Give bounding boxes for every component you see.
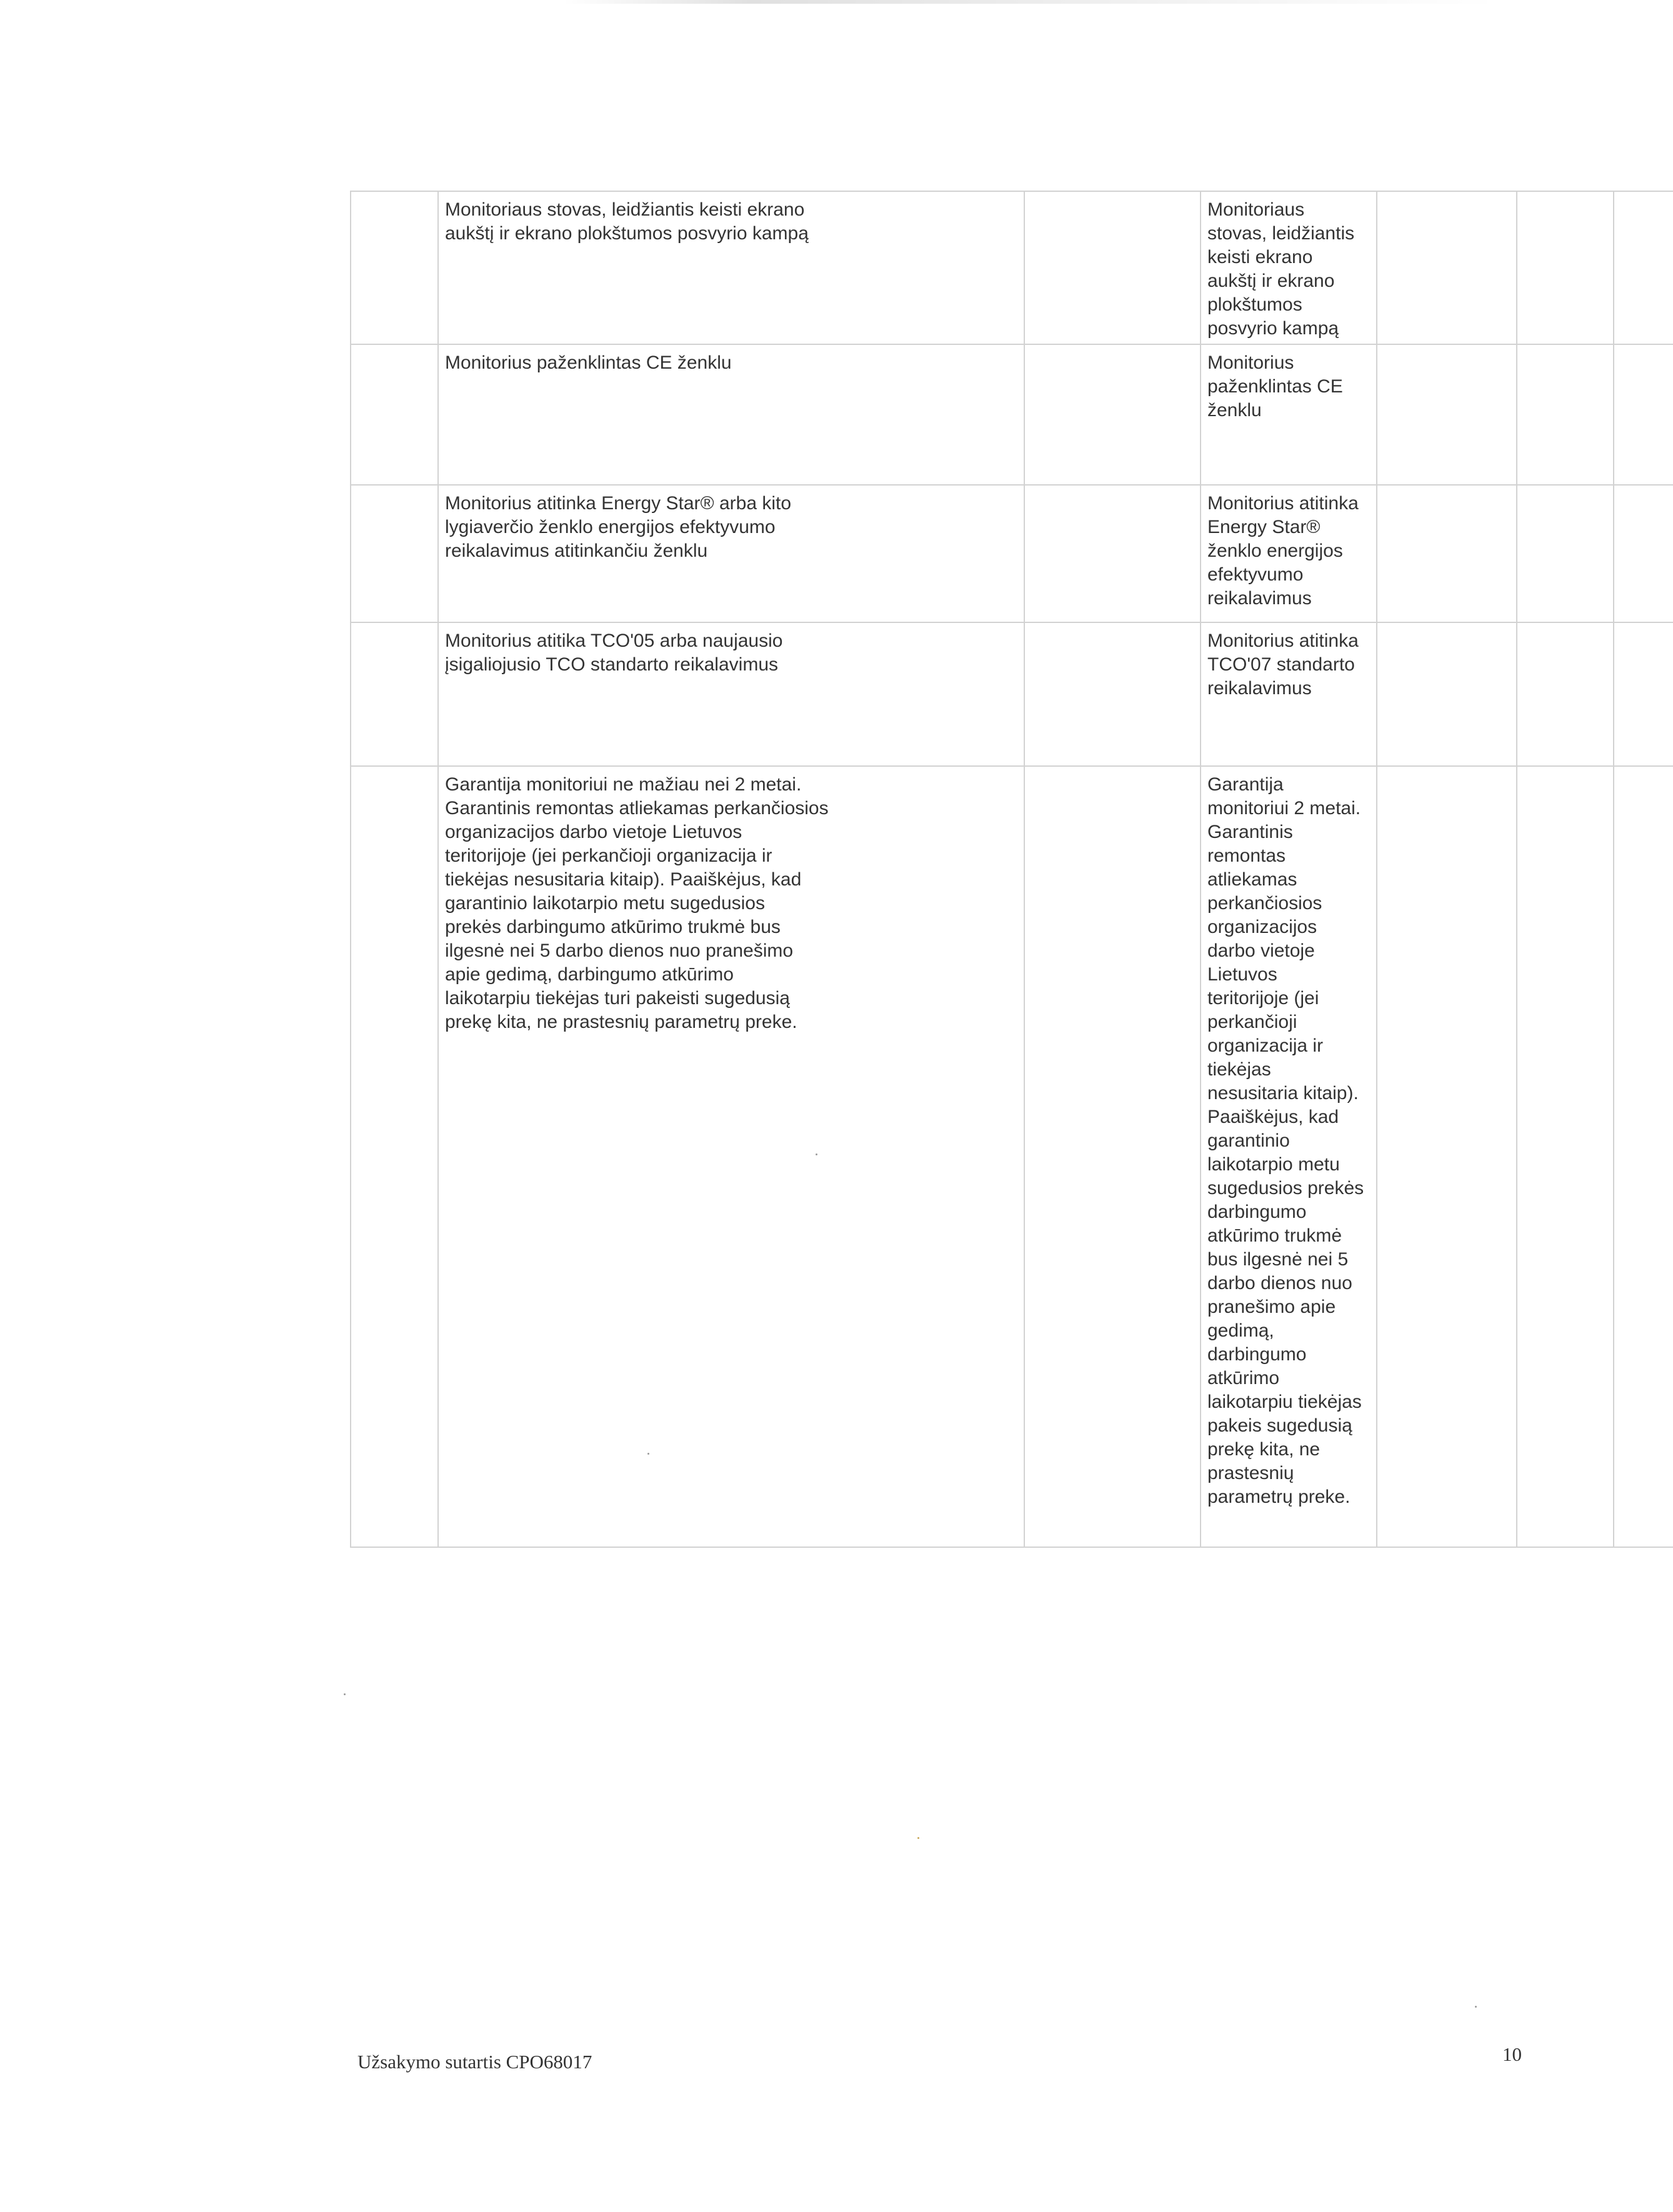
requirement-text: Monitoriaus stovas, leidžiantis keisti ekrano aukštį ir ekrano plokštumos posvyrio kampą bbox=[445, 199, 809, 244]
empty-cell bbox=[1377, 191, 1517, 344]
scan-speck bbox=[1475, 2006, 1477, 2008]
row-number-cell bbox=[351, 485, 438, 622]
empty-cell bbox=[1517, 191, 1614, 344]
specification-table bbox=[350, 191, 1673, 1548]
table-row bbox=[351, 344, 1673, 485]
offer-text: Monitorius atitinka Energy Star® ženklo energijos efektyvumo reikalavimus bbox=[1207, 493, 1359, 609]
footer-contract-number: Užsakymo sutartis CPO68017 bbox=[357, 2051, 592, 2073]
table-row bbox=[351, 191, 1673, 344]
offer-text: Monitorius atitinka TCO'07 standarto reikalavimus bbox=[1207, 630, 1359, 699]
offer-cell bbox=[1201, 485, 1377, 622]
row-number-cell bbox=[351, 344, 438, 485]
row-number-cell bbox=[351, 622, 438, 766]
empty-cell bbox=[1377, 344, 1517, 485]
empty-cell bbox=[1024, 344, 1201, 485]
offer-text: Monitoriaus stovas, leidžiantis keisti ekrano aukštį ir ekrano plokštumos posvyrio kampą bbox=[1207, 199, 1355, 339]
offer-text: Garantija monitoriui 2 metai. Garantinis remontas atliekamas perkančiosios organizacijos darbo vietoje Lietuvos teritorijoje (jei perkančioji organizacija ir tiekėjas nesusitaria kitaip). Paaiškėjus, kad garantinio laikotarpio metu sugedusios prekės darbingumo atkūrimo trukmė bus ilgesnė nei 5 darbo dienos nuo pranešimo apie gedimą, darbingumo atkūrimo laikotarpiu tiekėjas pakeis sugedusią prekę kita, ne prastesnių parametrų preke. bbox=[1207, 774, 1364, 1507]
empty-cell bbox=[1614, 485, 1673, 622]
table-row bbox=[351, 766, 1673, 1547]
empty-cell bbox=[1517, 622, 1614, 766]
empty-cell bbox=[1614, 344, 1673, 485]
empty-cell bbox=[1024, 766, 1201, 1547]
requirement-text: Garantija monitoriui ne mažiau nei 2 metai. Garantinis remontas atliekamas perkančiosios organizacijos darbo vietoje Lietuvos teritorijoje (jei perkančioji organizacija ir tiekėjas nesusitaria kitaip). Paaiškėjus, kad garantinio laikotarpio metu sugedusios prekės darbingumo atkūrimo trukmė bus ilgesnė nei 5 darbo dienos nuo pranešimo apie gedimą, darbingumo atkūrimo laikotarpiu tiekėjas turi pakeisti sugedusią prekę kita, ne prastesnių parametrų preke. bbox=[445, 774, 829, 1032]
scan-speck bbox=[344, 1693, 346, 1695]
table-row bbox=[351, 622, 1673, 766]
empty-cell bbox=[1377, 622, 1517, 766]
empty-cell bbox=[1614, 766, 1673, 1547]
requirement-cell bbox=[438, 344, 1024, 485]
row-number-cell bbox=[351, 766, 438, 1547]
offer-text: Monitorius paženklintas CE ženklu bbox=[1207, 352, 1343, 421]
empty-cell bbox=[1517, 766, 1614, 1547]
empty-cell bbox=[1024, 622, 1201, 766]
offer-cell bbox=[1201, 191, 1377, 344]
scan-speck bbox=[647, 1453, 649, 1455]
table-row bbox=[351, 485, 1673, 622]
empty-cell bbox=[1614, 191, 1673, 344]
offer-cell bbox=[1201, 766, 1377, 1547]
requirement-cell bbox=[438, 766, 1024, 1547]
empty-cell bbox=[1024, 191, 1201, 344]
scan-edge-shadow bbox=[562, 0, 1500, 4]
empty-cell bbox=[1614, 622, 1673, 766]
requirement-text: Monitorius atitika TCO'05 arba naujausio įsigaliojusio TCO standarto reikalavimus bbox=[445, 630, 783, 675]
requirement-cell bbox=[438, 622, 1024, 766]
page-number: 10 bbox=[1502, 2043, 1522, 2065]
requirement-cell bbox=[438, 191, 1024, 344]
scan-speck bbox=[816, 1153, 817, 1155]
requirement-cell bbox=[438, 485, 1024, 622]
empty-cell bbox=[1024, 485, 1201, 622]
requirement-text: Monitorius paženklintas CE ženklu bbox=[445, 352, 732, 373]
empty-cell bbox=[1517, 344, 1614, 485]
empty-cell bbox=[1377, 766, 1517, 1547]
row-number-cell bbox=[351, 191, 438, 344]
offer-cell bbox=[1201, 622, 1377, 766]
empty-cell bbox=[1377, 485, 1517, 622]
scan-speck bbox=[917, 1837, 919, 1839]
requirement-text: Monitorius atitinka Energy Star® arba kito lygiaverčio ženklo energijos efektyvumo reikalavimus atitinkančiu ženklu bbox=[445, 493, 792, 561]
offer-cell bbox=[1201, 344, 1377, 485]
empty-cell bbox=[1517, 485, 1614, 622]
